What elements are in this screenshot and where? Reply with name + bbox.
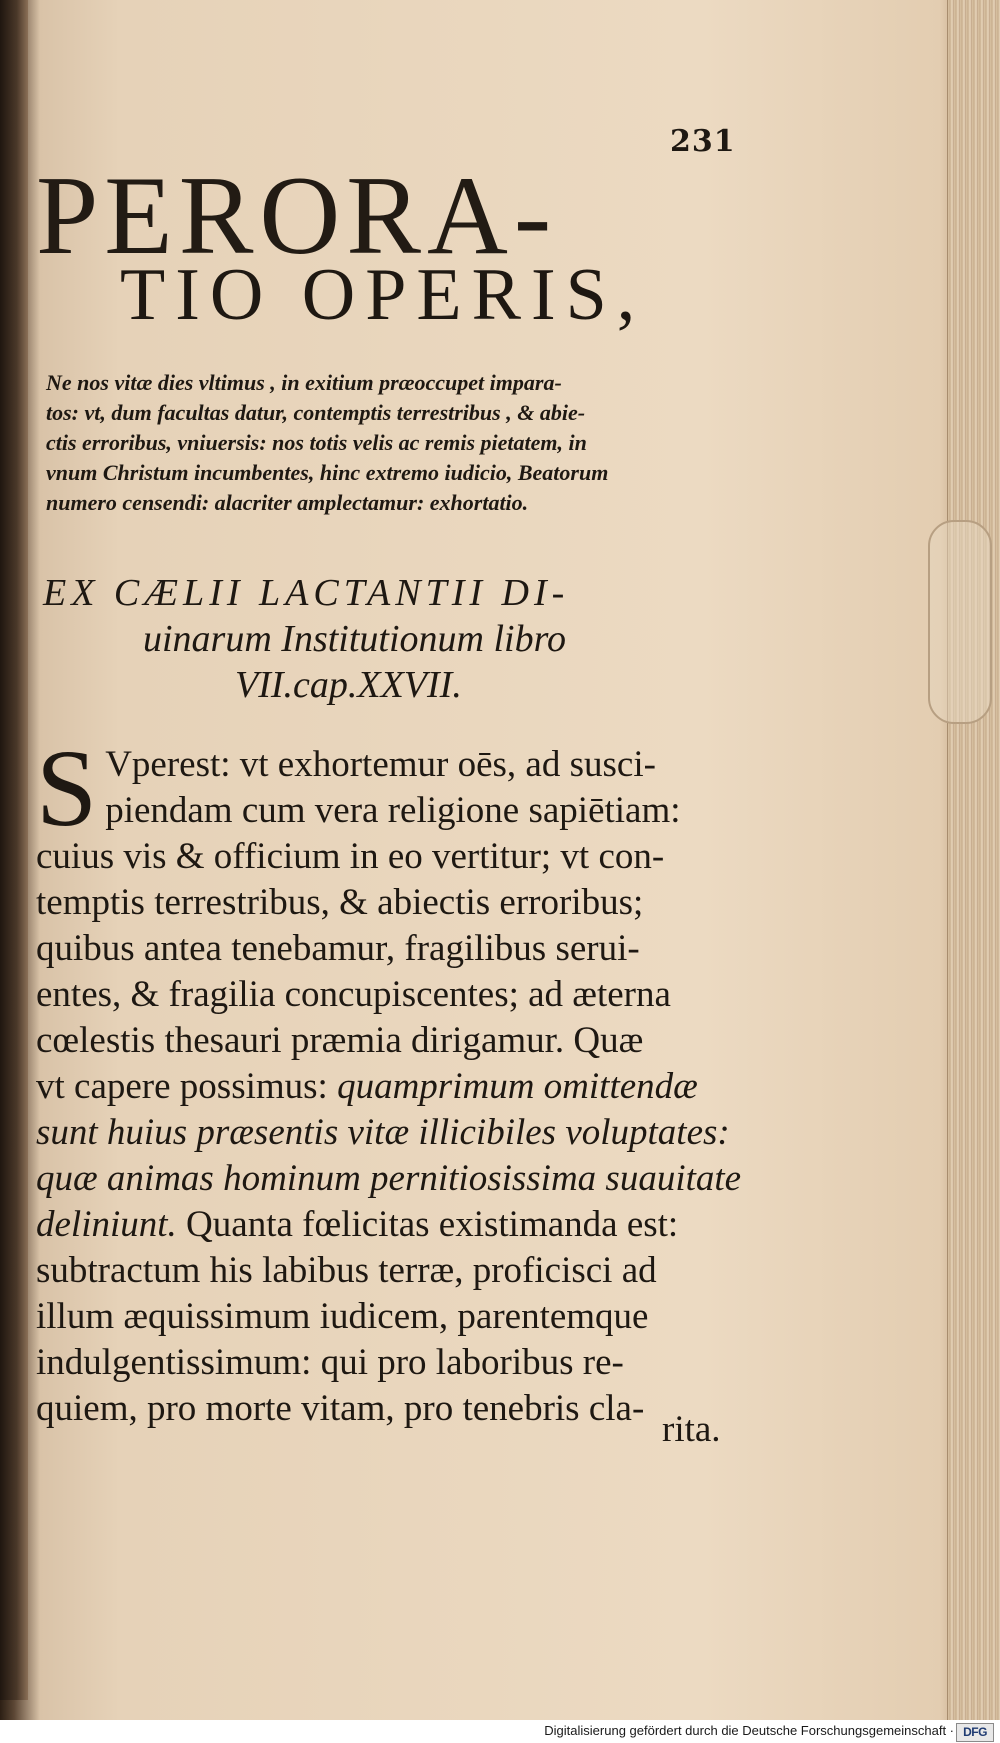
body-line [36, 1202, 756, 1248]
source-line: VII.cap.XXVII. [235, 664, 462, 706]
body-roman-run: Quanta fœlicitas existimanda est: [176, 1204, 679, 1245]
body-italic-run: deliniunt. [36, 1204, 177, 1245]
body-line: sunt huius præsentis vitæ illicibiles voluptates: [36, 1112, 730, 1153]
body-line: indulgentissimum: qui pro laboribus re- [36, 1342, 624, 1383]
source-heading [43, 570, 743, 708]
body-line: subtractum his labibus terræ, proficisci ad [36, 1250, 657, 1291]
body-text [36, 727, 756, 1432]
summary-line: numero censendi: alacriter amplectamur: exhortatio. [46, 490, 529, 515]
summary-line: vnum Christum incumbentes, hinc extremo iudicio, Beatorum [46, 460, 609, 485]
drop-capital: S [36, 727, 98, 849]
catchword: rita. [662, 1409, 721, 1450]
book-page [28, 0, 948, 1720]
body-line [36, 1064, 756, 1110]
binding-edge [0, 0, 28, 1700]
title-line-1: PERORA- [36, 154, 558, 278]
body-line: piendam cum vera religione sapiētiam: [105, 790, 681, 831]
source-line: uinarum Institutionum libro [143, 618, 566, 660]
body-line: entes, & fragilia concupiscentes; ad æterna [36, 974, 671, 1015]
body-italic-run: quamprimum omittendæ [337, 1066, 698, 1107]
body-line: quæ animas hominum pernitiosissima suauitate [36, 1158, 742, 1199]
body-line: temptis terrestribus, & abiectis erroribus; [36, 882, 644, 923]
summary-line: Ne nos vitæ dies vltimus , in exitium præoccupet impara- [46, 370, 562, 395]
body-line: cœlestis thesauri præmia dirigamur. Quæ [36, 1020, 644, 1061]
source-line: EX CÆLII LACTANTII DI- [43, 572, 570, 614]
body-line: quibus antea tenebamur, fragilibus serui- [36, 928, 640, 969]
chapter-summary [46, 368, 746, 518]
body-line: illum æquissimum iudicem, parentemque [36, 1296, 649, 1337]
footer-bar [0, 1720, 1000, 1743]
dfg-logo-icon: DFG [956, 1723, 994, 1742]
title-line-2: TIO OPERIS, [120, 254, 646, 336]
body-roman-run: vt capere possimus: [36, 1066, 338, 1107]
digitization-credit: Digitalisierung gefördert durch die Deutsche Forschungsgemeinschaft · [544, 1723, 954, 1738]
body-line: cuius vis & officium in eo vertitur; vt con- [36, 836, 665, 877]
body-line: quiem, pro morte vitam, pro tenebris cla- [36, 1388, 645, 1429]
summary-line: ctis erroribus, vniuersis: nos totis velis ac remis pietatem, in [46, 430, 587, 455]
page-number: 231 [670, 124, 736, 159]
body-line: Vperest: vt exhortemur oēs, ad susci- [105, 744, 656, 785]
page-stack-edge [947, 0, 1000, 1720]
summary-line: tos: vt, dum facultas datur, contemptis terrestribus , & abie- [46, 400, 586, 425]
